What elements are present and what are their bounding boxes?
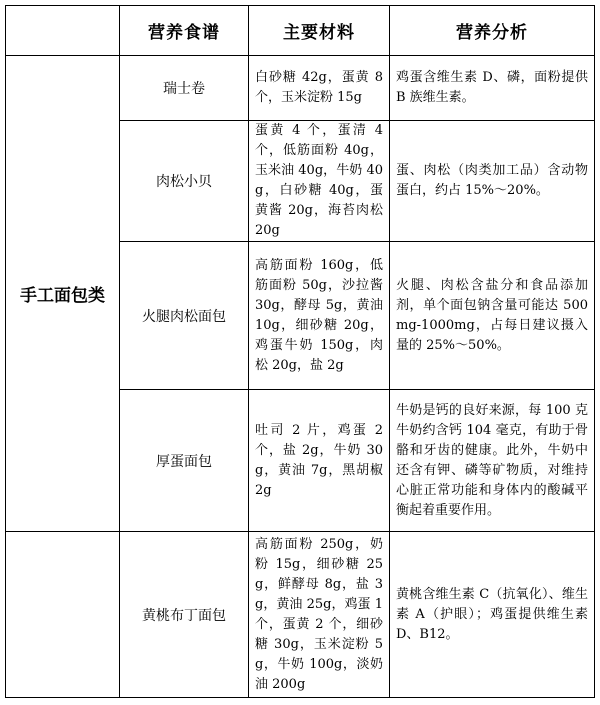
header-row xyxy=(6,6,595,56)
recipe-analysis: 黄桃含维生素 C（抗氧化）、维生素 A（护眼）；鸡蛋提供维生素 D、B12。 xyxy=(390,532,595,698)
header-materials: 主要材料 xyxy=(249,6,390,56)
recipe-name: 火腿肉松面包 xyxy=(120,242,249,390)
recipe-name: 厚蛋面包 xyxy=(120,390,249,532)
recipe-analysis: 鸡蛋含维生素 D、磷，面粉提供 B 族维生素。 xyxy=(390,56,595,121)
recipe-materials: 高筋面粉 250g，奶粉 15g，细砂糖 25g，鲜酵母 8g，盐 3g，黄油 25g，鸡蛋 1 个，蛋黄 2 个，细砂糖 30g，玉米淀粉 5g，牛奶 100g，淡奶油 200g xyxy=(249,532,390,698)
recipe-analysis: 牛奶是钙的良好来源，每 100 克牛奶约含钙 104 毫克，有助于骨骼和牙齿的健康。此外，牛奶中还含有钾、磷等矿物质，对维持心脏正常功能和身体内的酸碱平衡起着重要作用。 xyxy=(390,390,595,532)
recipe-name: 瑞士卷 xyxy=(120,56,249,121)
recipe-name: 肉松小贝 xyxy=(120,121,249,242)
recipe-materials: 高筋面粉 160g，低筋面粉 50g，沙拉酱 30g，酵母 5g，黄油 10g，细砂糖 20g，鸡蛋牛奶 150g，肉松 20g，盐 2g xyxy=(249,242,390,390)
recipe-materials: 白砂糖 42g，蛋黄 8 个，玉米淀粉 15g xyxy=(249,56,390,121)
recipe-materials: 吐司 2 片，鸡蛋 2 个，盐 2g，牛奶 30g，黄油 7g，黑胡椒 2g xyxy=(249,390,390,532)
nutrition-table-container xyxy=(5,5,595,698)
recipe-analysis: 蛋、肉松（肉类加工品）含动物蛋白，约占 15%～20%。 xyxy=(390,121,595,242)
recipe-name: 黄桃布丁面包 xyxy=(120,532,249,698)
nutrition-table xyxy=(5,5,595,698)
table-row xyxy=(6,532,595,698)
header-recipe: 营养食谱 xyxy=(120,6,249,56)
recipe-analysis: 火腿、肉松含盐分和食品添加剂，单个面包钠含量可能达 500mg-1000mg，占每日建议摄入量的 25%～50%。 xyxy=(390,242,595,390)
category-cell: 手工面包类 xyxy=(6,56,120,532)
header-category xyxy=(6,6,120,56)
header-analysis: 营养分析 xyxy=(390,6,595,56)
recipe-materials: 蛋黄 4 个，蛋清 4 个，低筋面粉 40g，玉米油 40g，牛奶 40g，白砂糖 40g，蛋黄酱 20g，海苔肉松 20g xyxy=(249,121,390,242)
table-row xyxy=(6,56,595,121)
category-cell-empty xyxy=(6,532,120,698)
